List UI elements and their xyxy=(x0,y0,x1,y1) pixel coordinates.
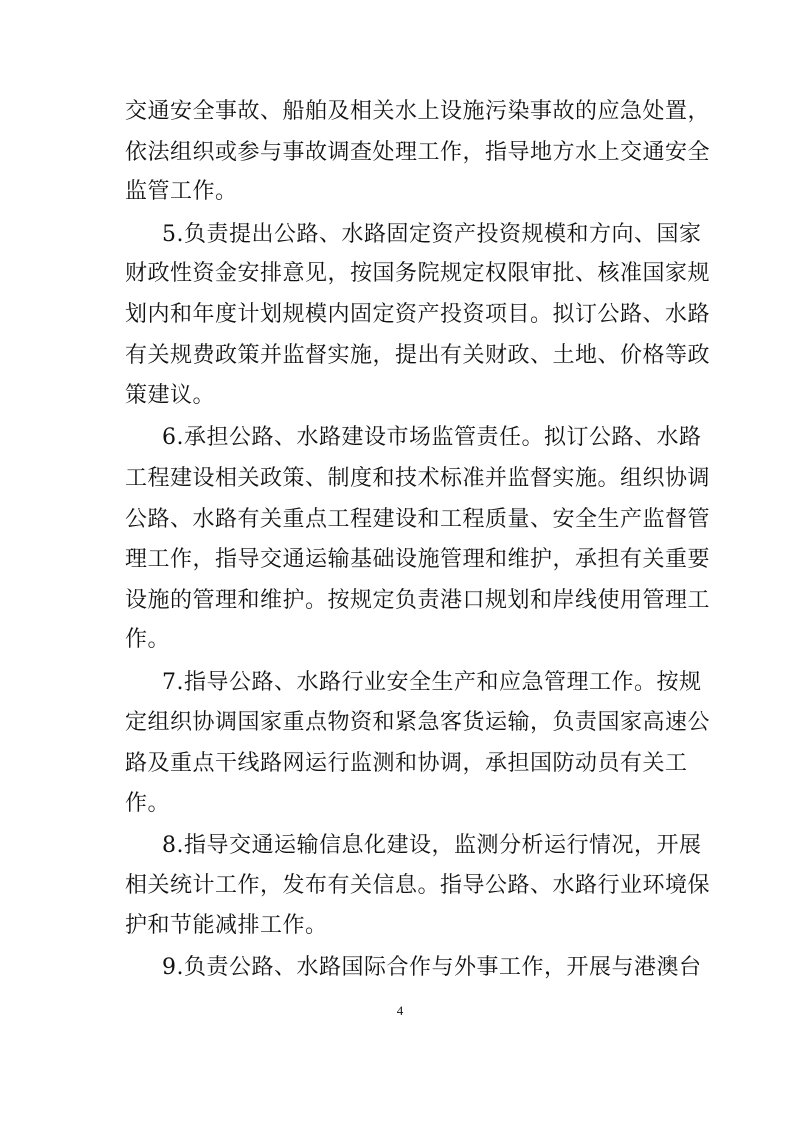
text-line: 工程建设相关政策、制度和技术标准并监督实施。组织协调 xyxy=(125,466,711,491)
text-line: 相关统计工作，发布有关信息。指导公路、水路行业环境保 xyxy=(125,873,711,898)
paragraph-7-start: 7.指导公路、水路行业安全生产和应急管理工作。按规 xyxy=(162,670,702,695)
text-line: 公路、水路有关重点工程建设和工程质量、安全生产监督管 xyxy=(125,507,711,532)
paragraph-9-start: 9.负责公路、水路国际合作与外事工作，开展与港澳台 xyxy=(162,955,702,980)
text-line: 定组织协调国家重点物资和紧急客货运输，负责国家高速公 xyxy=(125,710,711,735)
paragraph-8-start: 8.指导交通运输信息化建设，监测分析运行情况，开展 xyxy=(162,833,702,858)
paragraph-6-start: 6.承担公路、水路建设市场监管责任。拟订公路、水路 xyxy=(162,425,702,450)
text-line: 路及重点干线路网运行监测和协调，承担国防动员有关工 xyxy=(125,751,688,776)
text-line: 财政性资金安排意见，按国务院规定权限审批、核准国家规 xyxy=(125,261,711,286)
page-number: 4 xyxy=(396,1003,404,1018)
text-line: 作。 xyxy=(125,627,171,652)
text-line: 划内和年度计划规模内固定资产投资项目。拟订公路、水路 xyxy=(125,302,711,327)
text-line: 交通安全事故、船舶及相关水上设施污染事故的应急处置， xyxy=(125,99,711,124)
text-line: 护和节能减排工作。 xyxy=(125,913,328,938)
text-line: 有关规费政策并监督实施，提出有关财政、土地、价格等政 xyxy=(125,343,711,368)
text-line: 依法组织或参与事故调查处理工作，指导地方水上交通安全 xyxy=(125,140,711,165)
paragraph-5-start: 5.负责提出公路、水路固定资产投资规模和方向、国家 xyxy=(162,222,702,247)
text-line: 理工作，指导交通运输基础设施管理和维护，承担有关重要 xyxy=(125,547,711,572)
text-line: 监管工作。 xyxy=(125,179,238,204)
text-line: 作。 xyxy=(125,791,171,816)
text-line: 策建议。 xyxy=(125,383,216,408)
text-line: 设施的管理和维护。按规定负责港口规划和岸线使用管理工 xyxy=(125,588,711,613)
